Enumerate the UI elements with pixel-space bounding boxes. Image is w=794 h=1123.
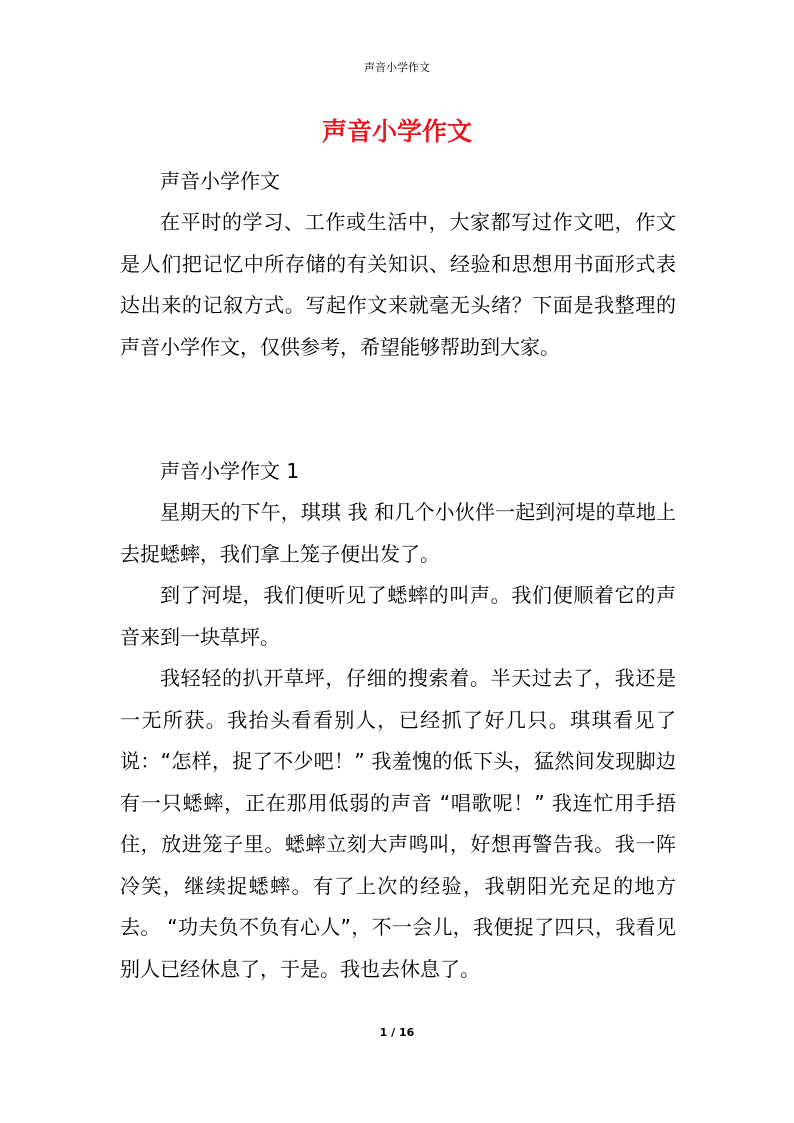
intro-paragraph: 在平时的学习、工作或生活中，大家都写过作文吧，作文是人们把记忆中所存储的有关知识、经验和思想用书面形式表达出来的记叙方式。写起作文来就毫无头绪？下面是我整理的声音小学作文，仅供参考，希望能够帮助到大家。 — [120, 210, 676, 359]
running-header: 声音小学作文 — [364, 61, 430, 74]
document-subtitle: 声音小学作文 — [160, 169, 280, 193]
essay-paragraph: 星期天的下午，琪琪 我 和几个小伙伴一起到河堤的草地上去捉蟋蟀，我们拿上笼子便出发了。 — [120, 500, 676, 566]
document-title: 声音小学作文 — [321, 117, 472, 146]
essay-paragraph: 我轻轻的扒开草坪，仔细的搜索着。半天过去了，我还是一无所获。我抬头看看别人，已经抓了好几只。琪琪看见了说：“怎样，捉了不少吧！” 我羞愧的低下头，猛然间发现脚边有一只蟋蟀，正在那用低弱的声音 “唱歌呢！” 我连忙用手捂住，放进笼子里。蟋蟀立刻大声鸣叫，好想再警告我。我一阵冷笑，继续捉蟋蟀。有了上次的经验，我朝阳光充足的地方去。 “功夫负不负有心人”，不一会儿，我便捉了四只，我看见别人已经休息了，于是。我也去休息了。 — [120, 666, 676, 981]
page-number: 1 / 16 — [379, 1026, 415, 1039]
section-heading: 声音小学作文 1 — [160, 459, 300, 483]
essay-section — [120, 455, 676, 990]
essay-paragraph: 到了河堤，我们便听见了蟋蟀的叫声。我们便顺着它的声音来到一块草坪。 — [120, 583, 676, 649]
intro-block — [120, 165, 676, 368]
